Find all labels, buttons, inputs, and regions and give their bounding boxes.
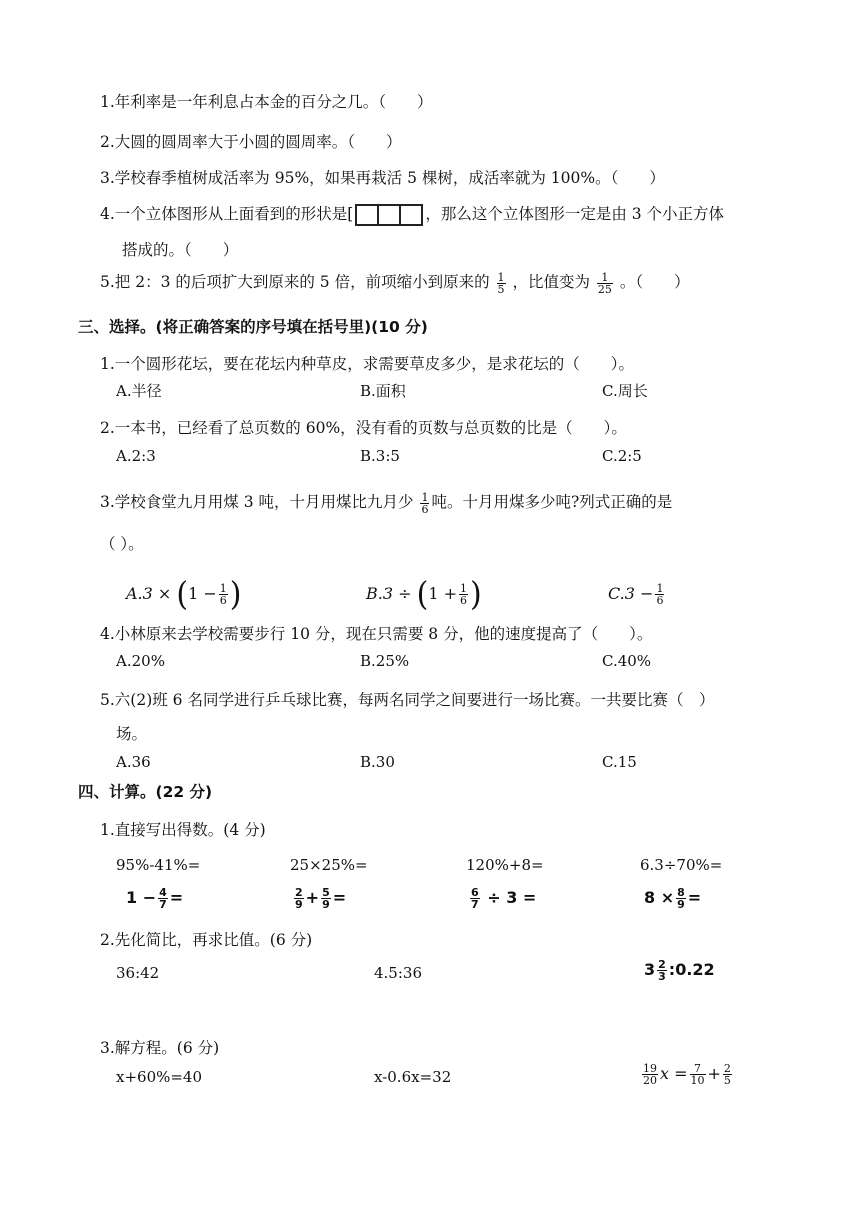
choice-q1-stem: 1.一个圆形花坛，要在花坛内种草皮，求需要草皮多少，是求花坛的（ ）。 (100, 355, 635, 373)
calc-p1-title: 1.直接写出得数。(4 分) (100, 821, 266, 839)
calc-p2-b: 4.5:36 (374, 964, 422, 982)
judge-q5 (100, 270, 690, 295)
judge-q2: 2.大圆的圆周率大于小圆的圆周率。（ ） (100, 133, 402, 151)
fraction: $\frac{1}{6}$ (656, 582, 664, 607)
choice-q4-c: C.40% (602, 652, 652, 670)
fraction: $\frac{8}{9}$ (677, 886, 685, 911)
calc-p1-item: 6.3÷70%= (640, 856, 723, 874)
section-choice-heading: 三、选择。(将正确答案的序号填在括号里)(10 分) (78, 318, 428, 336)
choice-q1-a: A.半径 (116, 382, 162, 400)
judge-q5-post: 。（ ） (619, 273, 690, 291)
calc-p3-b: x-0.6x=32 (374, 1068, 452, 1086)
fraction: $\frac{4}{7}$ (159, 886, 167, 911)
choice-q5-c: C.15 (602, 753, 637, 771)
choice-q2-stem: 2.一本书，已经看了总页数的 60%，没有看的页数与总页数的比是（ ）。 (100, 419, 627, 437)
choice-q2-c: C.2:5 (602, 447, 642, 465)
choice-q4-stem: 4.小林原来去学校需要步行 10 分，现在只需要 8 分，他的速度提高了（ ）。 (100, 625, 653, 643)
choice-q2-a: A.2:3 (116, 447, 156, 465)
choice-q1-b: B.面积 (360, 382, 406, 400)
fraction: $\frac{2}{3}$ (658, 958, 666, 983)
choice-q2-b: B.3:5 (360, 447, 400, 465)
choice-q3-stem (100, 490, 672, 515)
choice-q5-a: A.36 (116, 753, 151, 771)
fraction: $\frac{7}{10}$ (690, 1062, 705, 1087)
fraction: $\frac{19}{20}$ (643, 1062, 657, 1087)
fraction: $\frac{1}{6}$ (460, 582, 467, 607)
section-calc-heading: 四、计算。(22 分) (78, 783, 213, 801)
calc-p1-item: 120%+8= (466, 856, 544, 874)
fraction: $\frac{2}{5}$ (723, 1062, 731, 1087)
calc-p3-c: $\frac{19}{20}$ x = $\frac{7}{10}$ + $\frac{2}{5}$ (643, 1062, 731, 1087)
fraction: $\frac{1}{25}$ (597, 270, 612, 296)
calc-p3-a: x+60%=40 (116, 1068, 203, 1086)
calc-p1-item: 1 − $\frac{4}{7}$ = (126, 886, 184, 911)
choice-q3-b: B.3 ÷ (1 + $\frac{1}{6}$ ) (366, 574, 482, 614)
choice-q5-b: B.30 (360, 753, 395, 771)
choice-q3-stem-cont: （ ）。 (100, 535, 144, 553)
three-squares-figure (355, 204, 423, 226)
choice-q4-b: B.25% (360, 652, 410, 670)
calc-p1-item: 95%-41%= (116, 856, 201, 874)
judge-q3: 3.学校春季植树成活率为 95%，如果再栽活 5 棵树，成活率就为 100%。（ ） (100, 169, 665, 187)
judge-q4 (100, 202, 724, 226)
choice-q4-a: A.20% (116, 652, 165, 670)
calc-p3-title: 3.解方程。(6 分) (100, 1039, 220, 1057)
fraction: $\frac{1}{5}$ (497, 270, 505, 296)
calc-p2-title: 2.先化简比，再求比值。(6 分) (100, 931, 313, 949)
judge-q4-cont: 搭成的。（ ） (122, 241, 239, 259)
calc-p1-item: 25×25%= (290, 856, 368, 874)
calc-p1-item: 8 × $\frac{8}{9}$ = (644, 886, 702, 911)
calc-p1-item: $\frac{6}{7}$ ÷ 3 = (471, 886, 537, 911)
choice-q3-c: C.3 − $\frac{1}{6}$ (608, 582, 664, 607)
judge-q4-pre: 4.一个立体图形从上面看到的形状是[ (100, 205, 354, 223)
choice-q1-c: C.周长 (602, 382, 648, 400)
judge-q1: 1.年利率是一年利息占本金的百分之几。（ ） (100, 93, 433, 111)
fraction: $\frac{2}{9}$ (295, 886, 303, 911)
fraction: $\frac{1}{6}$ (421, 490, 429, 516)
choice-q5-stem: 5.六(2)班 6 名同学进行乒乓球比赛，每两名同学之间要进行一场比赛。一共要比赛（ ） (100, 691, 715, 709)
calc-p2-c: 3 $\frac{2}{3}$ :0.22 (644, 958, 715, 983)
choice-q3-stem-post: 吨。十月用煤多少吨?列式正确的是 (431, 493, 673, 511)
fraction: $\frac{5}{9}$ (322, 886, 330, 911)
choice-q5-cont: 场。 (116, 725, 148, 743)
judge-q5-mid: ，比值变为 (512, 273, 590, 291)
fraction: $\frac{6}{7}$ (471, 886, 479, 911)
choice-q3-stem-pre: 3.学校食堂九月用煤 3 吨，十月用煤比九月少 (100, 493, 414, 511)
fraction: $\frac{1}{6}$ (219, 582, 227, 607)
calc-p2-a: 36:42 (116, 964, 160, 982)
choice-q3-a: A.3 × (1 − $\frac{1}{6}$ ) (126, 574, 242, 614)
calc-p1-item: $\frac{2}{9}$ + $\frac{5}{9}$ = (295, 886, 347, 911)
judge-q5-pre: 5.把 2：3 的后项扩大到原来的 5 倍，前项缩小到原来的 (100, 273, 490, 291)
judge-q4-post: ，那么这个立体图形一定是由 3 个小正方体 (425, 205, 725, 223)
